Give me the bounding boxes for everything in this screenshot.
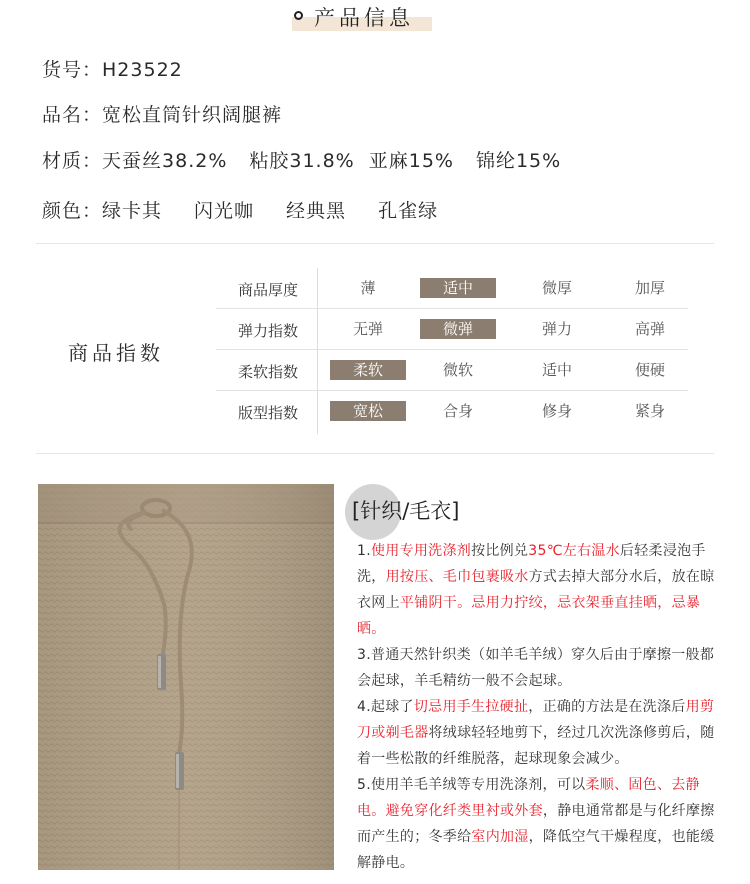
color-option: 经典黑: [286, 200, 347, 222]
index-option: 薄: [360, 279, 376, 297]
index-option: 紧身: [634, 402, 665, 420]
index-row-thickness: [216, 268, 688, 309]
index-row-label: 柔软指数: [238, 363, 299, 381]
index-option: 高弹: [634, 320, 665, 338]
color-row: [42, 196, 438, 223]
material-item: 粘胶31.8%: [249, 150, 355, 172]
index-option: 便硬: [634, 361, 665, 379]
product-name-value: 宽松直筒针织阔腿裤: [102, 104, 283, 126]
index-option: 弹力: [541, 320, 572, 338]
care-heading: [针织/毛衣]: [352, 499, 460, 523]
material-item: 天蚕丝38.2%: [102, 150, 228, 172]
index-option-selected: 柔软: [330, 360, 406, 380]
index-option-selected: 微弹: [420, 319, 496, 339]
index-row-label: 商品厚度: [238, 281, 299, 299]
item-number-label: 货号：: [42, 59, 103, 81]
index-row-label: 版型指数: [238, 404, 299, 422]
index-divider-line: [317, 268, 318, 434]
index-option: 适中: [541, 361, 572, 379]
item-number-value: H23522: [102, 59, 183, 81]
index-table: [216, 268, 688, 431]
index-option: 微厚: [541, 279, 572, 297]
care-item-4: 4.起球了切忌用手生拉硬扯，正确的方法是在洗涤后用剪刀或剃毛器将绒球轻轻地剪下，经过几次洗涤修剪后，随着一些松散的纤维脱落，起球现象会减少。: [357, 699, 715, 767]
product-name-label: 品名：: [42, 104, 103, 126]
product-photo: [38, 484, 334, 870]
index-option: 修身: [541, 402, 572, 420]
care-instructions: [357, 538, 719, 876]
color-option: 绿卡其: [102, 200, 163, 222]
material-label: 材质：: [42, 150, 103, 172]
index-title: 商品指数: [68, 341, 164, 365]
index-row-label: 弹力指数: [238, 322, 299, 340]
index-option: 合身: [442, 402, 473, 420]
index-option-selected: 适中: [420, 278, 496, 298]
index-option: 微软: [442, 361, 473, 379]
circle-bullet-icon: [294, 11, 303, 20]
material-row: [42, 146, 561, 173]
divider: [36, 243, 714, 244]
section-header: [0, 0, 750, 36]
color-label: 颜色：: [42, 200, 103, 222]
index-option-selected: 宽松: [330, 401, 406, 421]
care-item-3: 3.普通天然针织类（如羊毛羊绒）穿久后由于摩擦一般都会起球，羊毛精纺一般不会起球。: [357, 647, 715, 689]
care-item-1: 1.使用专用洗涤剂按比例兑35℃左右温水后轻柔浸泡手洗，用按压、毛巾包裹吸水方式去掉大部分水后，放在晾衣网上平铺阴干。忌用力拧绞，忌衣架垂直挂晒，忌暴晒。: [357, 543, 715, 637]
color-option: 孔雀绿: [378, 200, 439, 222]
index-row-elasticity: [216, 309, 688, 350]
color-option: 闪光咖: [194, 200, 255, 222]
care-item-5: 5.使用羊毛羊绒等专用洗涤剂，可以柔顺、固色、去静电。避免穿化纤类里衬或外套，静电通常都是与化纤摩擦而产生的；冬季给室内加湿，降低空气干燥程度，也能缓解静电。: [357, 777, 715, 871]
material-item: 锦纶15%: [475, 150, 562, 172]
index-option: 无弹: [352, 320, 383, 338]
page-title: 产品信息: [314, 6, 414, 30]
product-name-row: [42, 100, 282, 127]
material-item: 亚麻15%: [368, 150, 454, 172]
index-option: 加厚: [634, 279, 665, 297]
item-number-row: [42, 55, 183, 82]
index-row-softness: [216, 350, 688, 391]
index-row-fit: [216, 391, 688, 431]
knit-pants-drawstring-image: [38, 484, 334, 870]
divider: [36, 453, 714, 454]
